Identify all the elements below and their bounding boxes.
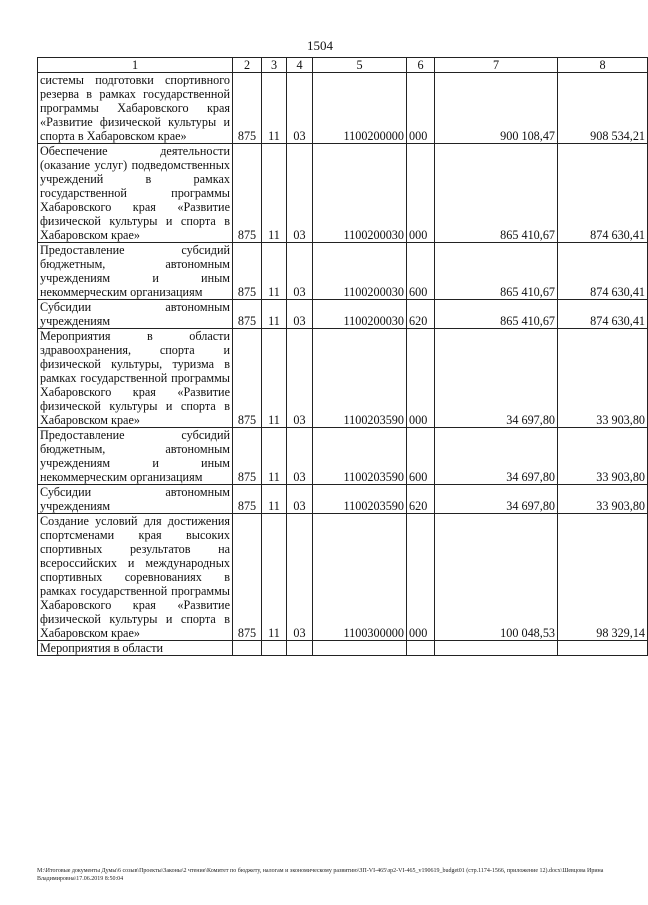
cell-expense-type — [407, 641, 435, 656]
header-cell: 4 — [287, 58, 313, 73]
cell-target-article — [313, 641, 407, 656]
page-number: 1504 — [307, 38, 333, 53]
table-row — [38, 243, 648, 300]
cell-ministry — [233, 641, 262, 656]
cell-expense-type: 620 — [407, 300, 435, 329]
row-name-cell: Предоставление субсидий бюджетным, автономным учреждениям и иным некоммерческим организациям — [38, 428, 233, 485]
cell-ministry: 875 — [233, 329, 262, 428]
table-row — [38, 73, 648, 144]
row-name-cell: Создание условий для достижения спортсменами края высоких спортивных результатов на всероссийских и международных спортивных соревнованиях в рамках государственной программы Хабаровского края «Развитие физической культуры и спорта в Хабаровском крае» — [38, 514, 233, 641]
cell-amount-2021 — [558, 641, 648, 656]
cell-amount-2020: 865 410,67 — [435, 144, 558, 243]
cell-amount-2021: 908 534,21 — [558, 73, 648, 144]
cell-amount-2021: 874 630,41 — [558, 144, 648, 243]
table-row — [38, 300, 648, 329]
cell-expense-type: 600 — [407, 428, 435, 485]
cell-target-article: 1100203590 — [313, 428, 407, 485]
cell-target-article: 1100203590 — [313, 485, 407, 514]
table-row — [38, 329, 648, 428]
cell-expense-type: 000 — [407, 329, 435, 428]
cell-target-article: 1100200000 — [313, 73, 407, 144]
table-row — [38, 428, 648, 485]
row-name-cell: системы подготовки спортивного резерва в рамках государственной программы Хабаровского края «Развитие физической культуры и спорта в Хабаровском крае» — [38, 73, 233, 144]
cell-amount-2020 — [435, 641, 558, 656]
header-row — [38, 58, 648, 73]
cell-target-article: 1100200030 — [313, 300, 407, 329]
row-name-cell: Субсидии автономным учреждениям — [38, 485, 233, 514]
cell-expense-type: 000 — [407, 73, 435, 144]
cell-subsection: 03 — [287, 485, 313, 514]
cell-subsection: 03 — [287, 329, 313, 428]
table-body — [38, 73, 648, 656]
cell-amount-2020: 865 410,67 — [435, 300, 558, 329]
header-cell: 1 — [38, 58, 233, 73]
cell-amount-2021: 874 630,41 — [558, 243, 648, 300]
cell-section: 11 — [262, 144, 287, 243]
cell-amount-2021: 33 903,80 — [558, 485, 648, 514]
document-path-footer: M:\Итоговые документы Думы\6 созыв\Проекты\Законы\2 чтение\Комитет по бюджету, налогам и экономическому развитию\ЗП-VI-465\зр2-VI-465_v190619_budget01 (стр.1174-1566, приложение 12).docx\Шевцова Ирина Владимировна\17.06.2019 8:50:04 — [37, 868, 604, 882]
cell-subsection: 03 — [287, 243, 313, 300]
cell-ministry: 875 — [233, 300, 262, 329]
cell-amount-2020: 34 697,80 — [435, 485, 558, 514]
cell-ministry: 875 — [233, 73, 262, 144]
cell-target-article: 1100203590 — [313, 329, 407, 428]
cell-subsection: 03 — [287, 428, 313, 485]
header-cell: 7 — [435, 58, 558, 73]
cell-target-article: 1100300000 — [313, 514, 407, 641]
cell-section: 11 — [262, 243, 287, 300]
header-cell: 8 — [558, 58, 648, 73]
header-cell: 3 — [262, 58, 287, 73]
cell-ministry: 875 — [233, 144, 262, 243]
cell-ministry: 875 — [233, 243, 262, 300]
cell-subsection — [287, 641, 313, 656]
row-name-cell: Мероприятия в области — [38, 641, 233, 656]
cell-section: 11 — [262, 514, 287, 641]
cell-amount-2020: 865 410,67 — [435, 243, 558, 300]
table-row — [38, 485, 648, 514]
cell-section: 11 — [262, 329, 287, 428]
cell-expense-type: 000 — [407, 144, 435, 243]
cell-amount-2021: 33 903,80 — [558, 428, 648, 485]
cell-section: 11 — [262, 485, 287, 514]
cell-amount-2021: 874 630,41 — [558, 300, 648, 329]
cell-expense-type: 000 — [407, 514, 435, 641]
cell-ministry: 875 — [233, 514, 262, 641]
table-row — [38, 641, 648, 656]
cell-section: 11 — [262, 428, 287, 485]
cell-subsection: 03 — [287, 73, 313, 144]
cell-amount-2020: 34 697,80 — [435, 428, 558, 485]
row-name-cell: Обеспечение деятельности (оказание услуг) подведомственных учреждений в рамках государственной программы Хабаровского края «Развитие физической культуры и спорта в Хабаровском крае» — [38, 144, 233, 243]
cell-subsection: 03 — [287, 300, 313, 329]
budget-table — [37, 57, 648, 656]
cell-subsection: 03 — [287, 514, 313, 641]
table-row — [38, 144, 648, 243]
cell-section — [262, 641, 287, 656]
cell-expense-type: 600 — [407, 243, 435, 300]
row-name-cell: Субсидии автономным учреждениям — [38, 300, 233, 329]
row-name-cell: Предоставление субсидий бюджетным, автономным учреждениям и иным некоммерческим организациям — [38, 243, 233, 300]
cell-ministry: 875 — [233, 428, 262, 485]
cell-amount-2020: 100 048,53 — [435, 514, 558, 641]
cell-target-article: 1100200030 — [313, 243, 407, 300]
cell-subsection: 03 — [287, 144, 313, 243]
header-cell: 5 — [313, 58, 407, 73]
row-name-cell: Мероприятия в области здравоохранения, спорта и физической культуры, туризма в рамках государственной программы Хабаровского края «Развитие физической культуры и спорта в Хабаровском крае» — [38, 329, 233, 428]
cell-amount-2020: 900 108,47 — [435, 73, 558, 144]
cell-amount-2021: 33 903,80 — [558, 329, 648, 428]
cell-section: 11 — [262, 300, 287, 329]
cell-expense-type: 620 — [407, 485, 435, 514]
cell-target-article: 1100200030 — [313, 144, 407, 243]
cell-amount-2020: 34 697,80 — [435, 329, 558, 428]
table-row — [38, 514, 648, 641]
cell-section: 11 — [262, 73, 287, 144]
cell-amount-2021: 98 329,14 — [558, 514, 648, 641]
cell-ministry: 875 — [233, 485, 262, 514]
header-cell: 2 — [233, 58, 262, 73]
header-cell: 6 — [407, 58, 435, 73]
